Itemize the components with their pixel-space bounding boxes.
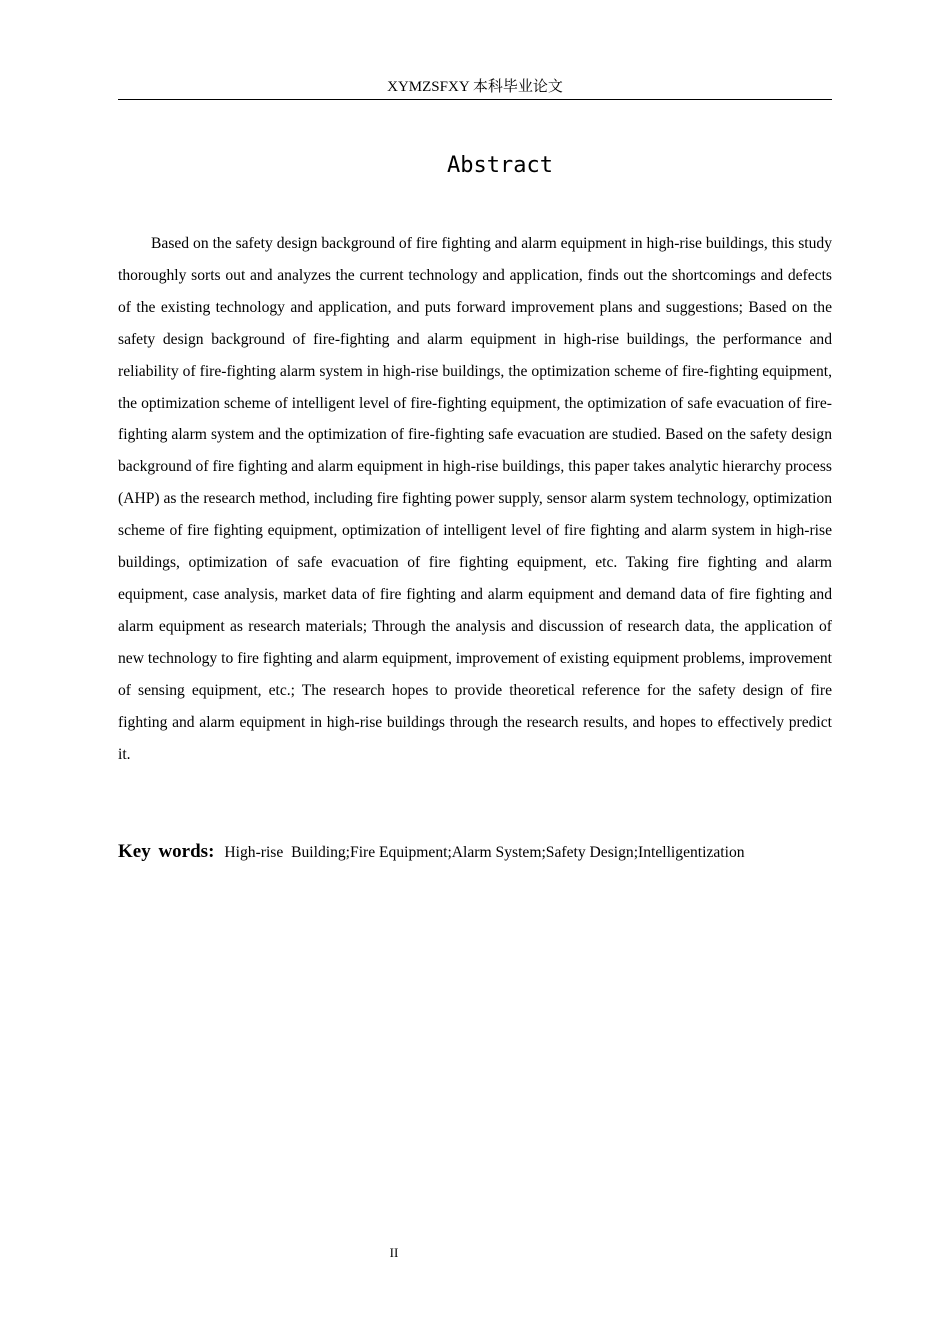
keywords-line	[118, 838, 832, 867]
header-rule	[118, 99, 832, 100]
keywords-value: High-rise Building;Fire Equipment;Alarm System;Safety Design;Intelligentization	[224, 844, 745, 861]
abstract-title: Abstract	[447, 153, 553, 178]
page-number: II	[389, 1245, 399, 1260]
abstract-body: Based on the safety design background of fire fighting and alarm equipment in high-rise buildings, this study thoroughly sorts out and analyzes the current technology and application, finds out the shortcomings and defects of the existing technology and application, and puts forward improvement plans and suggestions; Based on the safety design background of fire-fighting and alarm equipment in high-rise buildings, the performance and reliability of fire-fighting alarm system in high-rise buildings, the optimization scheme of fire-fighting equipment, the optimization scheme of intelligent level of fire-fighting equipment, the optimization of safe evacuation of fire-fighting alarm system and the optimization of fire-fighting safe evacuation are studied. Based on the safety design background of fire fighting and alarm equipment in high-rise buildings, this paper takes analytic hierarchy process (AHP) as the research method, including fire fighting power supply, sensor alarm system technology, optimization scheme of fire fighting equipment, optimization of intelligent level of fire fighting and alarm system in high-rise buildings, optimization of safe evacuation of fire fighting equipment, etc. Taking fire fighting and alarm equipment, case analysis, market data of fire fighting and alarm equipment and demand data of fire fighting and alarm equipment as research materials; Through the analysis and discussion of research data, the application of new technology to fire fighting and alarm equipment, improvement of existing equipment problems, improvement of sensing equipment, etc.; The research hopes to provide theoretical reference for the safety design of fire fighting and alarm equipment in high-rise buildings through the research results, and hopes to effectively predict it.	[118, 235, 832, 763]
keywords-label: Key words:	[118, 841, 215, 862]
running-header: XYMZSFXY 本科毕业论文	[387, 79, 563, 95]
